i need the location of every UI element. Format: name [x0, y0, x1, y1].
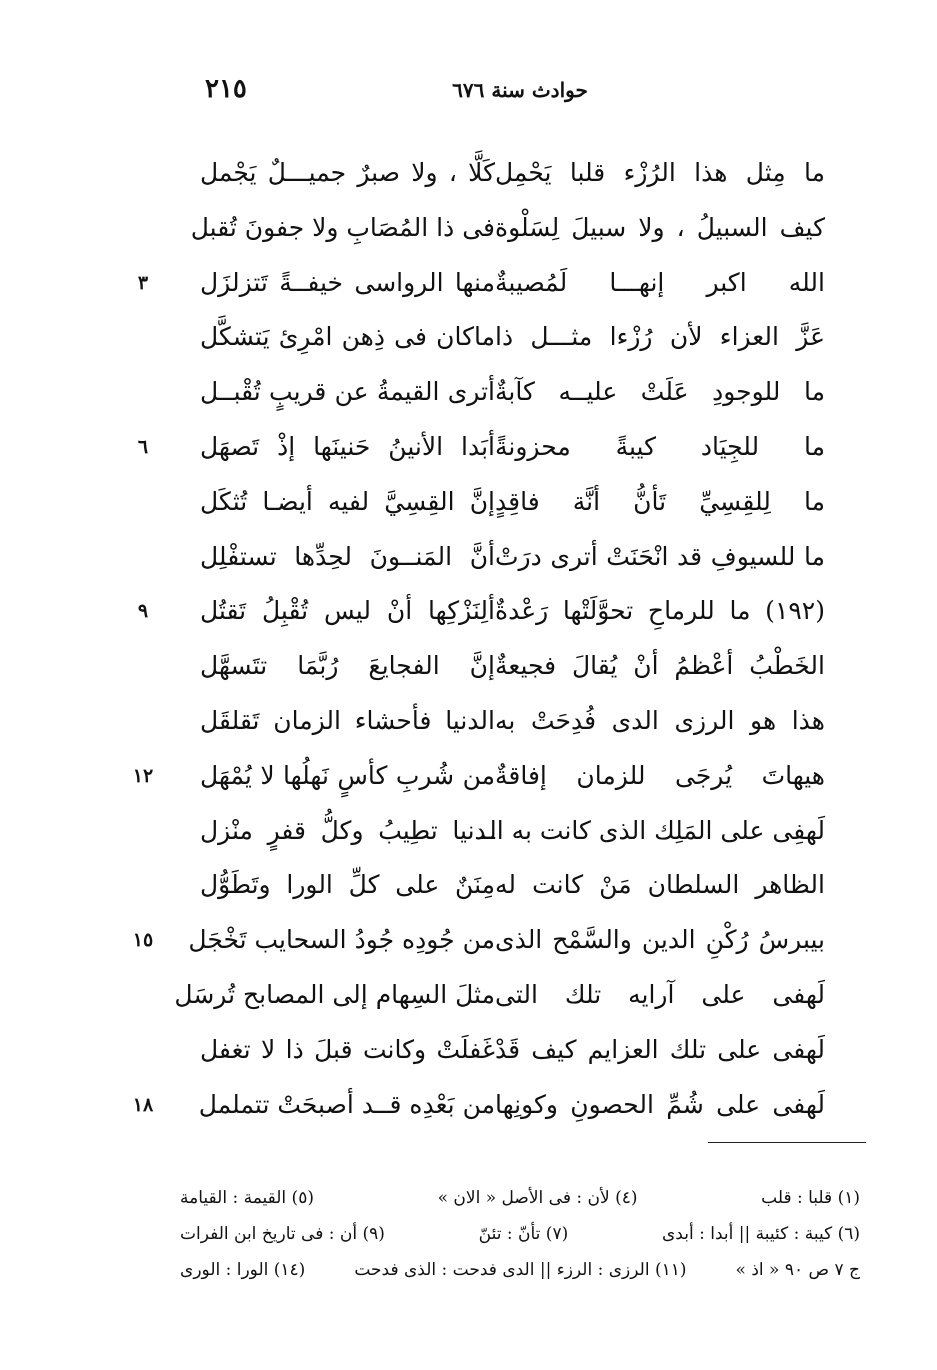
line-number: ٣	[137, 271, 149, 294]
second-hemistich: الدنيا فأحشاء الزمان تَقلقَل	[200, 705, 495, 735]
first-hemistich: ما للسيوفِ قد انْحَنَتْ أترى درَتْ	[495, 541, 825, 571]
line-number: ٩	[137, 600, 149, 623]
verse-line	[0, 310, 937, 365]
second-hemistich: أترى القيمةُ عن قريبٍ تُقْبــل	[200, 377, 495, 407]
first-hemistich: لَهفى على تلك العزايم كيف قَدْ	[495, 1034, 825, 1064]
first-hemistich: لَهفى على شُمِّ الحصونِ وكونِها	[495, 1089, 825, 1119]
second-hemistich: منها الرواسى خيفــةً تَتزلزَل	[200, 267, 495, 297]
second-hemistich: من شُربِ كأسٍ نَهلُها لا يُمْهَل	[200, 760, 495, 790]
second-hemistich: غَفلَتْ وكانت قبلَ ذا لا تغفل	[200, 1034, 495, 1064]
verse-line	[0, 968, 937, 1023]
footnote-line	[180, 1180, 860, 1216]
footnote: (٤) لأن : فى الأصل « الان »	[437, 1188, 638, 1208]
footnote: (٦) كيبة : كئيبة || أبدا : أبدى	[662, 1224, 860, 1244]
second-hemistich: إنَّ القِسِيَّ لفيه أيضـا تُثكَل	[200, 486, 495, 516]
page-header	[0, 74, 937, 114]
footnote: ج ٧ ص ٩٠ « اذ »	[735, 1260, 860, 1280]
first-hemistich: ما لِلقِسِيِّ تَأنُّ أنَّة فاقِدٍ	[495, 486, 825, 516]
first-hemistich: ما للوجودِ عَلَتْ عليــه كآبةٌ	[495, 377, 825, 407]
verse-line	[0, 256, 937, 311]
second-hemistich: كَلَّا ، ولا صبرٌ جميـــلٌ يَجْمل	[200, 158, 495, 187]
first-hemistich: ما مِثل هذا الرُزْء قلبا يَحْمِل	[495, 158, 825, 187]
verse-line	[0, 913, 937, 968]
second-hemistich: ماكان فى ذِهن امْرِئ يَتشكَّل	[200, 322, 495, 352]
second-hemistich: مِنَنٌ على كلِّ الورا وتَطَوُّل	[200, 870, 495, 900]
verse-line	[0, 804, 937, 859]
second-hemistich: فى ذا المُصَابِ ولا جفونَ تُقبل	[190, 212, 495, 242]
second-hemistich: مثلَ السِهام إلى المصابح تُرسَل	[174, 979, 495, 1009]
footnote: (٥) القيمة : القيامة	[180, 1188, 314, 1208]
verse-line	[0, 639, 937, 694]
footnotes	[180, 1180, 860, 1288]
footnote: (٩) أن : فى تاريخ ابن الفرات	[180, 1224, 385, 1244]
verse-line	[0, 694, 937, 749]
running-head: حوادث سنة ٦٧٦	[452, 78, 588, 102]
second-hemistich: إنَّ الفجايعَ رُبَّمَا تتَسهَّل	[200, 651, 495, 681]
verse-line	[0, 201, 937, 256]
first-hemistich: هذا هو الرزى الدى فُدِحَتْ به	[495, 705, 825, 735]
second-hemistich: ألِنَزْكِها أنْ ليس تُقْبِلُ تَقتُل	[200, 596, 495, 626]
first-hemistich: عَزَّ العزاء لأن رُزْءا مثـــل ذا	[495, 322, 825, 352]
footnote: (١) قلبا : قلب	[761, 1188, 860, 1208]
verse-line	[0, 1078, 937, 1133]
verse-line	[0, 1023, 937, 1078]
verse-line	[0, 530, 937, 585]
footnote-line	[180, 1216, 860, 1252]
first-hemistich: بيبرسُ رُكْنِ الدين والسَّمْح الذى	[495, 925, 825, 955]
footnote: (١٤) الورا : الورى	[180, 1260, 306, 1280]
footnote: (١١) الرزى : الرزء || الدى فدحت : الذى فدحت	[354, 1260, 687, 1280]
second-hemistich: ـدنيا تطِيبُ وكلُّ قفرٍ منْزل	[200, 815, 495, 845]
page-number: ٢١٥	[205, 74, 247, 104]
first-hemistich: لَهفى على آرايه تلك التى	[495, 979, 825, 1009]
first-hemistich: لَهفِى على المَلِك الذى كانت به الـ	[481, 815, 825, 845]
footnote-line	[180, 1252, 860, 1288]
poem	[0, 146, 937, 1132]
footnote-divider	[708, 1142, 866, 1143]
line-number: ١٨	[132, 1093, 154, 1116]
first-hemistich: ما للجِيَاد كيبةً محزونةً	[495, 431, 825, 461]
first-hemistich: هيهاتَ يُرجَى للزمان إفاقةٌ	[495, 760, 825, 790]
first-hemistich: (١٩٢) ما للرماحِ تحوَّلَتْها رَعْدةٌ	[495, 596, 825, 626]
second-hemistich: من بَعْدِه قــد أصبحَتْ تتململ	[198, 1089, 495, 1119]
first-hemistich: الظاهر السلطان مَنْ كانت له	[495, 870, 825, 900]
second-hemistich: أبَدا الأنينُ حَنينَها إذْ تَصهَل	[200, 431, 495, 461]
verse-line	[0, 858, 937, 913]
line-number: ٦	[137, 435, 149, 458]
line-number: ١٢	[132, 764, 154, 787]
first-hemistich: كيف السبيلُ ، ولا سبيلَ لِسَلْوة	[495, 212, 825, 242]
verse-line	[0, 584, 937, 639]
second-hemistich: أنَّ المَنــونَ لحِدِّها تستفْلِل	[200, 541, 495, 571]
line-number: ١٥	[132, 929, 154, 952]
footnote: (٧) تأنّ : تئنّ	[478, 1224, 569, 1244]
first-hemistich: الله اكبر إنهـــا لَمُصيبةٌ	[495, 267, 825, 297]
first-hemistich: الخَطْبُ أعْظمُ أنْ يُقالَ فجيعةٌ	[495, 651, 825, 681]
second-hemistich: من جُودِه جُودُ السحايب تَخْجَل	[188, 925, 495, 955]
verse-line	[0, 146, 937, 201]
verse-line	[0, 420, 937, 475]
verse-line	[0, 749, 937, 804]
verse-line	[0, 475, 937, 530]
verse-line	[0, 365, 937, 420]
